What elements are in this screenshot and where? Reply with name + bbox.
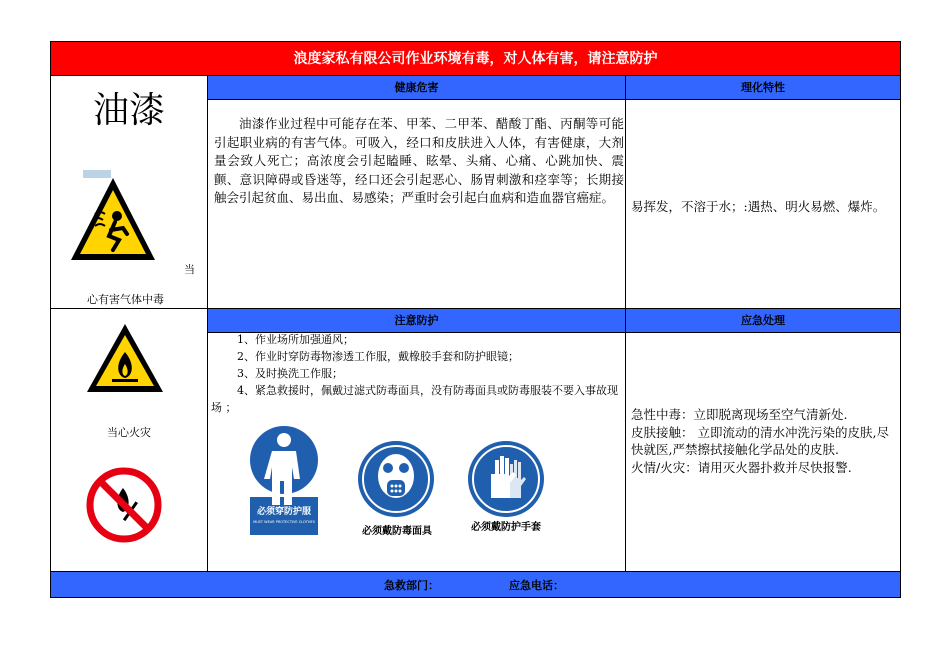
protection-item: 4、紧急救援时，佩戴过滤式防毒面具，没有防毒面具或防毒服装不要入事故现场 ； [211,384,618,414]
no-open-flame-icon [85,466,163,544]
emergency-line: 急性中毒：立即脱离现场至空气清新处. [631,407,848,422]
protection-item: 1、作业场所加强通风； [237,333,354,346]
substance-name: 油漆 [92,90,165,131]
emergency-line: 火情/火灾：请用灭火器扑救并尽快报警. [631,459,852,475]
gloves-label: 必须戴防护手套 [471,522,541,533]
protection-header: 注意防护 [208,309,625,332]
protective-clothes-icon [250,423,318,535]
gas-warning-label: 心有害气体中毒 [87,293,164,306]
footer-bar [51,571,900,597]
fire-warning-icon [85,322,165,394]
grid-line [208,99,900,100]
gloves-icon [467,440,545,518]
emergency-phone-label: 应急电话： [509,579,564,592]
protection-item: 2、作业时穿防毒物渗透工作服，戴橡胶手套和防护眼镜； [237,350,519,363]
emergency-header: 应急处理 [626,309,900,332]
warning-notice-sheet [50,41,901,598]
emergency-text [631,406,896,476]
health-hazard-text: 油漆作业过程中可能存在苯、甲苯、二甲苯、醋酸丁酯、丙酮等可能引起职业病的有害气体。可吸入，经口和皮肤进入人体，有害健康，大剂量会致人死亡；高浓度会引起瞌睡、眩晕、头痛、心痛、心跳加快、震颤、意识障碍或昏迷等，经口还会引起恶心、肠胃刺激和痉挛等；长期接触会引起贫血、易出血、易感染；严重时会引起白血病和造血器官癌症。 [214,116,624,205]
properties-text: 易挥发，不溶于水；:遇热、明火易燃、爆炸。 [631,199,886,214]
fire-warning-label: 当心火灾 [107,426,151,439]
properties-header: 理化特性 [626,76,900,99]
gas-warning-prefix: 当 [184,263,195,276]
first-aid-dept-label: 急救部门： [384,579,439,592]
gas-mask-label: 必须戴防毒面具 [362,526,432,537]
toxic-gas-warning-icon [65,164,161,276]
gas-mask-icon [357,440,435,518]
protective-clothes-label: 必须穿防护服 [256,507,311,517]
notice-title: 浪度家私有限公司作业环境有毒，对人体有害，请注意防护 [51,42,900,76]
protective-clothes-subtitle: MUST WEAR PROTECTIVE CLOTHES [253,520,315,524]
health-hazard-header: 健康危害 [208,76,625,99]
protection-item: 3、及时换洗工作服； [237,367,343,380]
emergency-line: 皮肤接触： 立即流动的清水冲洗污染的皮肤,尽快就医,严禁擦拭接触化学品处的皮肤. [631,424,889,457]
protection-list [211,331,623,416]
